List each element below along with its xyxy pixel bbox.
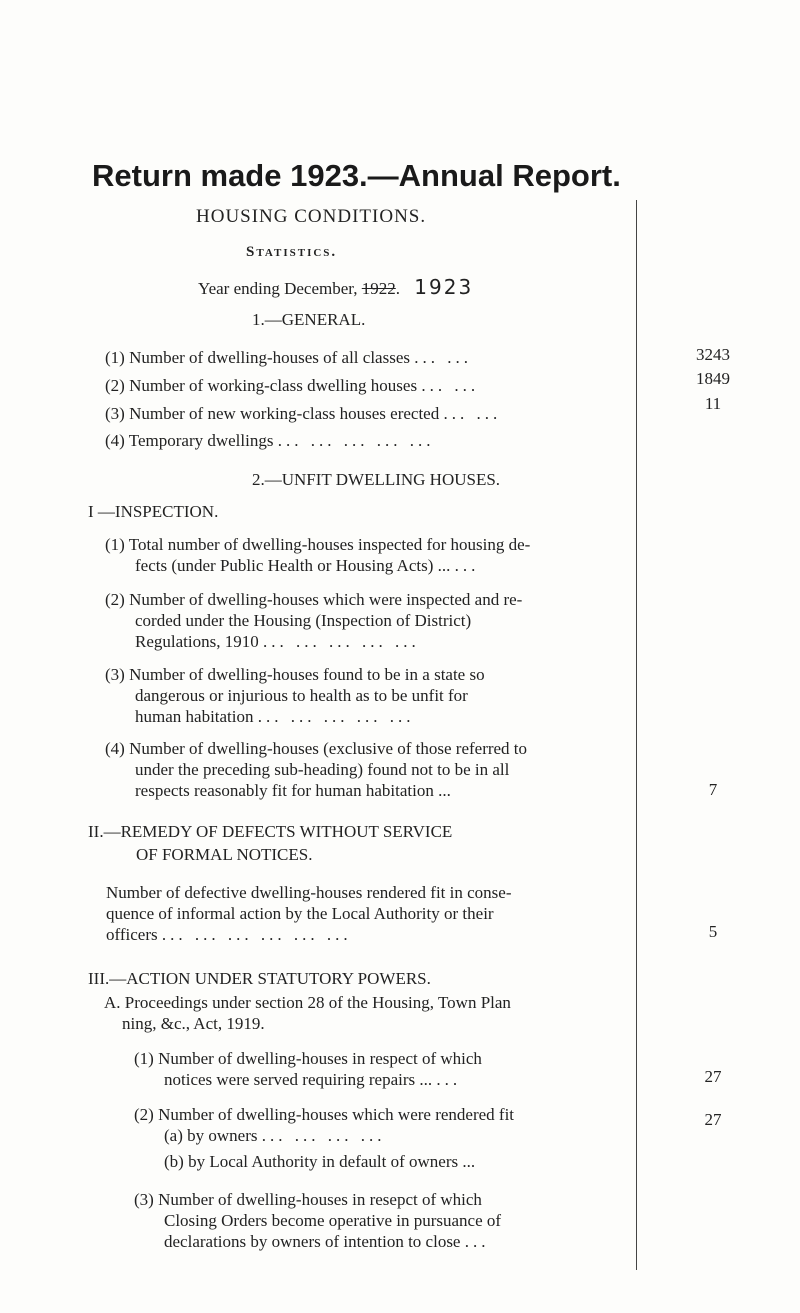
general-heading: 1.—GENERAL. — [252, 310, 366, 329]
statistics-label: Statistics. — [246, 244, 338, 260]
remedy-heading-2: OF FORMAL NOTICES. — [136, 845, 313, 864]
unfit-item-2: (2) Number of dwelling-houses which were inspected and re- corded under the Housing (Inspection of District) Regulations, 1910 ... ... ... ... ... — [105, 590, 523, 651]
year-handwritten: 1923 — [414, 275, 474, 299]
year-struck: 1922 — [361, 279, 396, 298]
remedy-heading-1: II.—REMEDY OF DEFECTS WITHOUT SERVICE — [88, 822, 453, 841]
year-prefix: Year ending December, — [198, 279, 358, 298]
general-item-1: (1) Number of dwelling-houses of all classes ... ... — [105, 348, 472, 367]
general-item-3: (3) Number of new working-class houses erected ... ... — [105, 404, 502, 423]
remedy-item: Number of defective dwelling-houses rendered fit in conse- quence of informal action by the Local Authority or their officers ... ... ... ... ... ... — [106, 883, 512, 944]
action-item-2a-value: 27 — [704, 1110, 722, 1129]
general-item-4: (4) Temporary dwellings ... ... ... ... ... — [105, 431, 435, 450]
action-item-3: (3) Number of dwelling-houses in resepct of which Closing Orders become operative in pursuance of declarations by owners of intention to close ... — [134, 1190, 502, 1251]
action-item-1-value: 27 — [704, 1067, 722, 1086]
unfit-value-4: 7 — [708, 780, 718, 799]
unfit-heading: 2.—UNFIT DWELLING HOUSES. — [252, 470, 501, 489]
action-heading: III.—ACTION UNDER STATUTORY POWERS. — [88, 969, 431, 988]
page-title: Return made 1923.—Annual Report. — [92, 158, 621, 193]
inspection-heading: I —INSPECTION. — [88, 502, 219, 521]
general-item-2: (2) Number of working-class dwelling houses ... ... — [105, 376, 480, 395]
housing-heading: HOUSING CONDITIONS. — [196, 206, 427, 227]
general-value-2: 1849 — [696, 369, 730, 388]
column-rule — [636, 200, 637, 1270]
general-value-3: 11 — [704, 394, 722, 413]
remedy-value: 5 — [708, 922, 718, 941]
general-value-1: 3243 — [696, 345, 730, 364]
unfit-item-1: (1) Total number of dwelling-houses inspected for housing de- fects (under Public Health or Housing Acts) ... ... — [105, 535, 531, 575]
action-item-1: (1) Number of dwelling-houses in respect of which notices were served requiring repairs ... ... — [134, 1049, 482, 1089]
action-a: A. Proceedings under section 28 of the Housing, Town Plan ning, &c., Act, 1919. — [104, 993, 511, 1033]
unfit-item-3: (3) Number of dwelling-houses found to be in a state so dangerous or injurious to health as to be unfit for human habitation ... ... ... ... ... — [105, 665, 485, 726]
action-item-2: (2) Number of dwelling-houses which were rendered fit (a) by owners ... ... ... ... (b) by Local Authority in default of owners ... — [134, 1105, 515, 1171]
unfit-item-4: (4) Number of dwelling-houses (exclusive of those referred to under the preceding sub-heading) found not to be in all respects reasonably fit for human habitation ... — [105, 739, 528, 800]
year-line: Year ending December, 1922. 1923 — [198, 275, 474, 299]
